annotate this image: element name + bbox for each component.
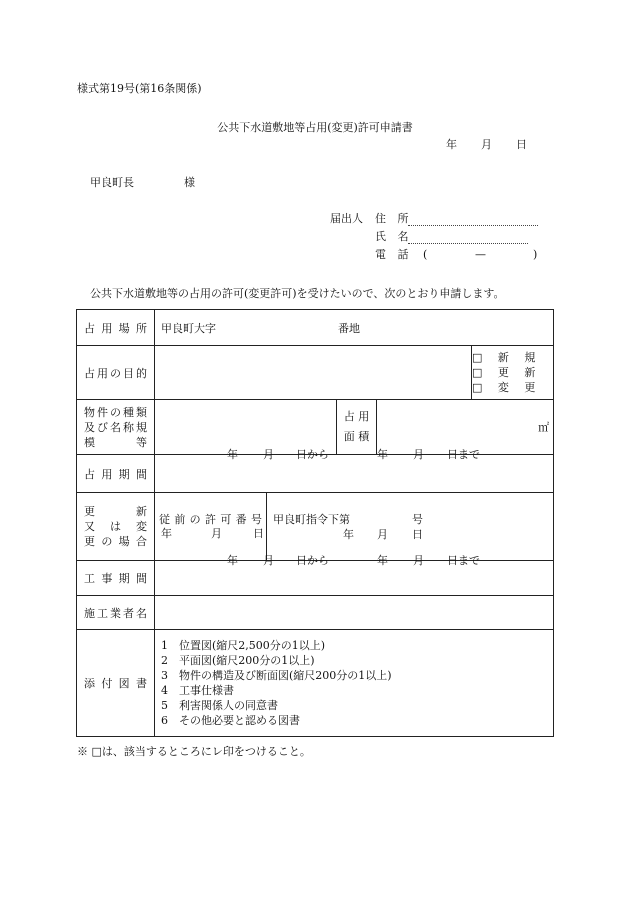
renewal-label-2: 又は変: [84, 520, 147, 533]
object-label-1: 物件の種類: [84, 405, 147, 419]
date-day: 日: [516, 138, 527, 151]
applicant-label: 届出人: [330, 212, 363, 225]
object-label-2: 及び名称規: [84, 420, 147, 434]
addressee-honorific: 様: [184, 176, 195, 189]
construction-end-month: 月: [413, 554, 424, 567]
period-field[interactable]: [155, 448, 554, 493]
row-period: [77, 455, 554, 493]
order-suffix: 号: [412, 513, 423, 526]
area-label-2: 面 積: [343, 430, 370, 443]
row-purpose: [77, 346, 554, 400]
attachment-item: 3 物件の構造及び断面図(縮尺200分の1以上): [161, 669, 392, 682]
addressee-name: 甲良町長: [90, 176, 134, 189]
footnote: ※ □は、該当するところにレ印をつけること。: [77, 745, 311, 758]
prev-permit-label: 従前の許可番号: [159, 512, 262, 526]
row-object: [77, 400, 554, 455]
name-label: 氏 名: [375, 230, 413, 243]
phone-label: 電 話: [375, 248, 413, 261]
construction-start-month: 月: [263, 554, 274, 567]
name-line[interactable]: [408, 243, 528, 244]
contractor-field[interactable]: [155, 596, 554, 630]
contractor-label: 施工業者名: [84, 606, 147, 620]
attachments-list: [155, 630, 554, 737]
order-day: 日: [412, 528, 423, 541]
period-label: 占用期間: [84, 467, 147, 481]
area-unit: ㎡: [538, 421, 550, 434]
purpose-field[interactable]: [155, 346, 472, 400]
phone-close-paren: ): [533, 248, 538, 261]
purpose-options: [472, 346, 554, 400]
attachment-item: 6 その他必要と認める図書: [161, 714, 300, 727]
renewal-label-1: 更新: [84, 505, 147, 518]
intro-text: 公共下水道敷地等の占用の許可(変更許可)を受けたいので、次のとおり申請します。: [90, 287, 505, 300]
area-field[interactable]: [377, 400, 554, 455]
object-label-3: 模等: [84, 435, 147, 449]
row-construction: [77, 561, 554, 596]
phone-open-paren: (: [423, 248, 428, 261]
attachment-item: 2 平面図(縮尺200分の1以上): [161, 654, 315, 667]
row-contractor: [77, 596, 554, 630]
attachment-item: 5 利害関係人の同意書: [161, 699, 278, 712]
object-field[interactable]: [155, 400, 337, 455]
location-town: 甲良町大字: [161, 321, 216, 335]
attachment-item: 4 工事仕様書: [161, 684, 234, 697]
prev-day: 日: [253, 526, 264, 540]
period-start-month: 月: [263, 448, 274, 461]
document-title: 公共下水道敷地等占用(変更)許可申請書: [217, 121, 413, 134]
location-field[interactable]: [155, 310, 554, 346]
period-start-day: 日から: [296, 448, 329, 461]
renewal-label-3: 更の場合: [84, 535, 147, 548]
area-label-1: 占 用: [343, 410, 370, 423]
date-year: 年: [446, 138, 457, 151]
phone-dash: —: [475, 248, 486, 261]
location-banchi: 番地: [338, 321, 360, 335]
prev-month: 月: [211, 526, 222, 540]
construction-start-day: 日から: [296, 554, 329, 567]
option-new[interactable]: □ 新 規: [472, 351, 542, 364]
purpose-label: 占用の目的: [84, 366, 147, 380]
period-end-day: 日まで: [447, 448, 480, 461]
option-renew[interactable]: □ 更 新: [472, 366, 542, 379]
address-line[interactable]: [408, 225, 538, 226]
address-label: 住 所: [375, 212, 413, 225]
option-change[interactable]: □ 変 更: [472, 381, 542, 394]
date-month: 月: [481, 138, 492, 151]
row-location: [77, 310, 554, 346]
construction-end-day: 日まで: [447, 554, 480, 567]
construction-end-year: 年: [377, 554, 388, 567]
construction-field[interactable]: [155, 554, 554, 596]
application-table: [76, 309, 554, 737]
construction-label: 工事期間: [84, 572, 147, 585]
order-month: 月: [377, 528, 388, 541]
order-year: 年: [343, 528, 354, 541]
period-end-year: 年: [377, 448, 388, 461]
row-renewal: [77, 493, 554, 561]
row-attachments: [77, 630, 554, 737]
form-number: 様式第19号(第16条関係): [77, 82, 202, 95]
prev-year: 年: [161, 526, 172, 540]
attachments-label: 添付図書: [84, 677, 147, 690]
prev-permit-cell[interactable]: [155, 493, 267, 561]
period-start-year: 年: [227, 448, 238, 461]
order-number-cell[interactable]: [267, 493, 554, 561]
location-label: 占用場所: [84, 321, 147, 335]
construction-start-year: 年: [227, 554, 238, 567]
order-prefix: 甲良町指令下第: [273, 513, 350, 526]
period-end-month: 月: [413, 448, 424, 461]
attachment-item: 1 位置図(縮尺2,500分の1以上): [161, 639, 326, 652]
